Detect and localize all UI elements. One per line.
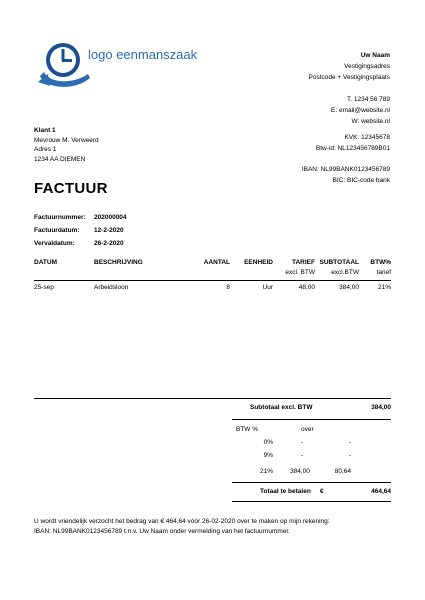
payment-note-line2: IBAN: NL99BANK0123456789 t.n.v. Uw Naam onder vermelding van het factuurnummer.	[34, 528, 291, 535]
row-beschrijving: Arbeidsloon	[94, 284, 129, 291]
client-address: Adres 1	[34, 146, 57, 153]
row-eenheid: Uur	[262, 284, 273, 291]
row-btw: 21%	[377, 284, 391, 291]
col-aantal: AANTAL	[203, 259, 230, 266]
sender-name: Uw Naam	[360, 52, 390, 59]
client-block	[34, 126, 99, 164]
btw-row	[232, 468, 391, 481]
total-currency: €	[320, 488, 324, 495]
items-header-rule	[34, 280, 391, 281]
total-rule	[232, 482, 391, 483]
subtotal-value: 384,00	[371, 404, 391, 411]
client-name: Klant 1	[34, 127, 56, 134]
row-aantal: 8	[226, 284, 230, 291]
sender-address1: Vestigingsadres	[344, 63, 390, 70]
totals-block	[232, 404, 391, 502]
invoice-number: 202000004	[94, 214, 127, 221]
invoice-date: 12-2-2020	[94, 227, 124, 234]
btw-row-over: -	[301, 439, 304, 446]
payment-note-line1: U wordt vriendelijk verzocht het bedrag van € 464,64 vóór 26-02-2020 over te maken op mijn rekening:	[34, 518, 330, 525]
btw-row-over: -	[301, 452, 304, 459]
btw-row	[232, 439, 391, 452]
kvk-number: KVK: 12345678	[344, 134, 390, 141]
due-date: 26-2-2020	[94, 240, 124, 247]
iban: IBAN: NL99BANK0123456789	[301, 166, 390, 173]
table-row	[34, 284, 391, 294]
col-subtotaal: SUBTOTAAL	[319, 259, 359, 266]
clock-icon	[34, 36, 94, 92]
btw-id: Btw-id: NL123456789B01	[315, 145, 390, 152]
payment-note	[34, 517, 330, 537]
btw-row-pct: 9%	[263, 452, 273, 459]
btw-pct-label: BTW %	[236, 426, 259, 433]
col-tarief: TARIEF	[292, 259, 315, 266]
client-city: 1234 AA DIEMEN	[34, 155, 86, 163]
invoice-meta	[34, 211, 127, 250]
col-btw-sub: tarief	[376, 269, 391, 276]
subtotal-rule	[232, 419, 391, 420]
invoice-number-label: Factuurnummer:	[34, 214, 86, 221]
subtotal-label: Subtotaal excl. BTW	[250, 404, 313, 411]
logo-text: logo eenmanszaak	[88, 47, 198, 62]
row-datum: 25-sep	[34, 284, 54, 291]
btw-row-amount: -	[348, 452, 351, 459]
bic: BIC: BIC-code bank	[332, 177, 390, 184]
sender-address2: Postcode + Vestigingsplaats	[308, 74, 390, 81]
btw-row-pct: 21%	[259, 468, 273, 475]
row-tarief: 48,00	[298, 284, 315, 291]
items-table-header	[34, 259, 391, 279]
sender-phone: T. 1234 56 789	[346, 96, 390, 103]
btw-row-over: 384,00	[290, 468, 310, 475]
client-contact: Mevrouw M. Verweerd	[34, 136, 99, 144]
total-value: 464,64	[371, 488, 391, 495]
total-bottom-rule	[232, 501, 391, 502]
over-label: over	[301, 426, 314, 433]
col-tarief-sub: excl. BTW	[285, 269, 315, 276]
btw-row-amount: 80,64	[334, 468, 351, 475]
items-end-rule	[34, 398, 391, 399]
col-btw: BTW%	[370, 259, 391, 266]
col-beschrijving: BESCHRIJVING	[94, 259, 143, 266]
company-ids	[302, 132, 390, 186]
due-date-label: Vervaldatum:	[34, 240, 75, 247]
sender-block	[309, 50, 391, 127]
col-eenheid: EENHEID	[244, 259, 273, 266]
col-datum: DATUM	[34, 259, 57, 266]
btw-row-pct: 0%	[263, 439, 273, 446]
invoice-date-label: Factuurdatum:	[34, 227, 80, 234]
btw-row-amount: -	[348, 439, 351, 446]
document-title: FACTUUR	[34, 180, 108, 197]
btw-row	[232, 452, 391, 465]
sender-website: W: website.nl	[351, 118, 390, 125]
col-subtotaal-sub: excl.BTW	[331, 269, 359, 276]
sender-email: E: email@website.nl	[331, 107, 390, 114]
row-subtotaal: 384,00	[339, 284, 359, 291]
total-label: Totaal te betalen	[260, 488, 311, 495]
